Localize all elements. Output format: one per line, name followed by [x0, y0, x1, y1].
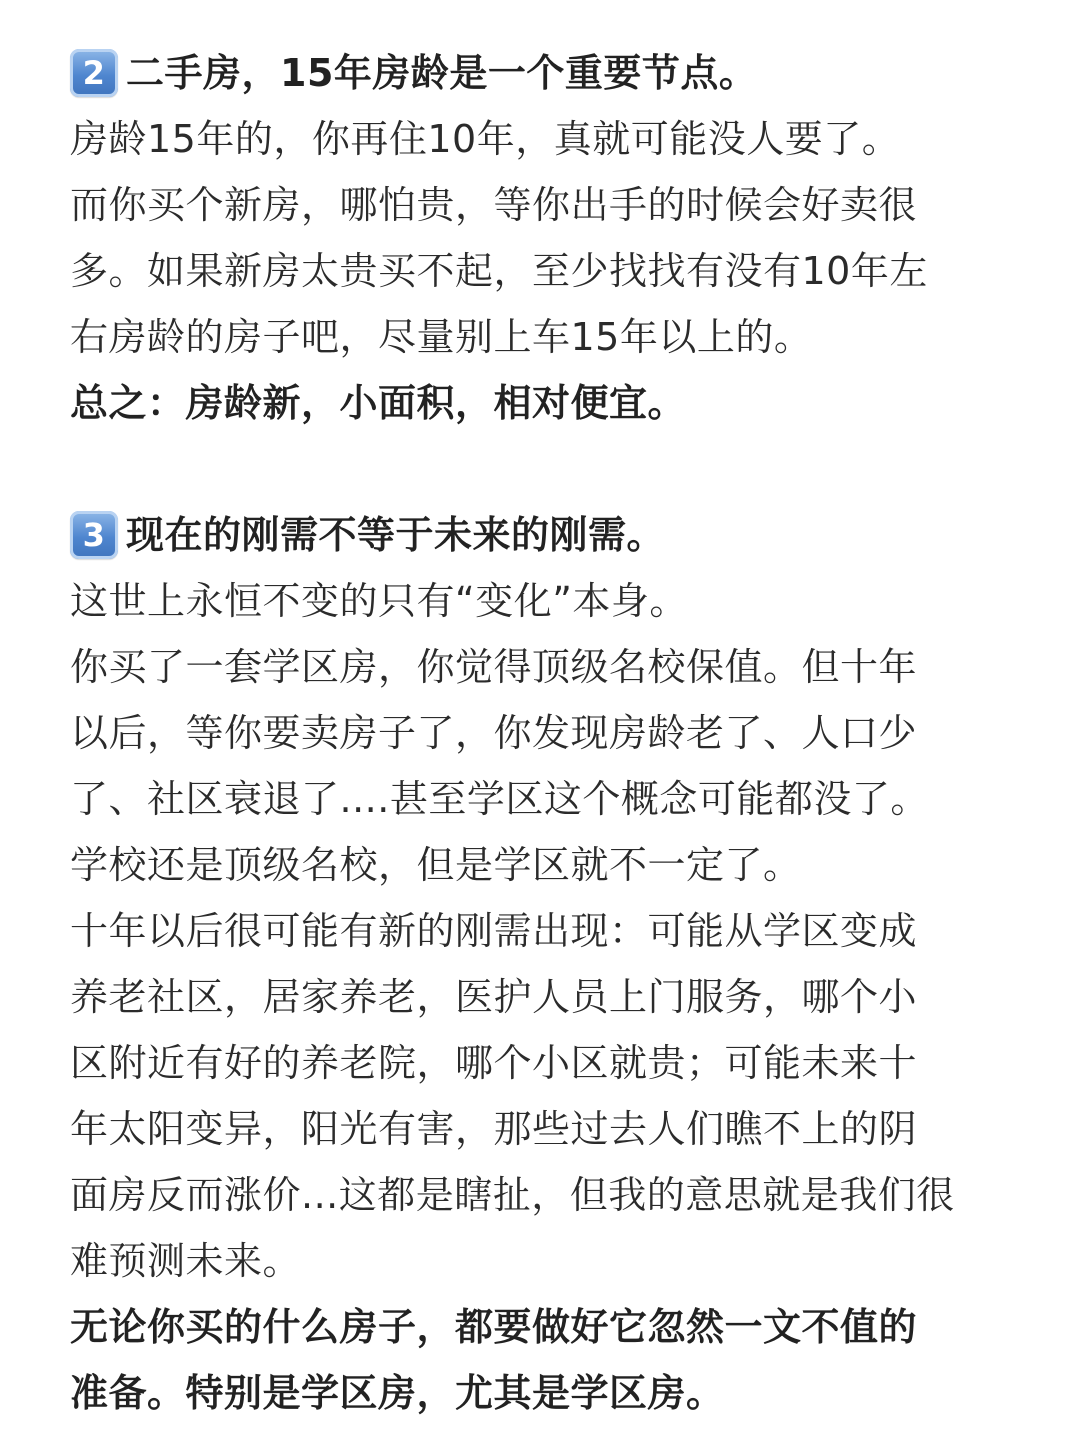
paragraph-line: 面房反而涨价...这都是瞎扯，但我的意思就是我们很 — [70, 1173, 955, 1217]
paragraph-line: 而你买个新房，哪怕贵，等你出手的时候会好卖很 — [70, 183, 918, 227]
section-2-heading — [70, 40, 1020, 106]
paragraph-line: 难预测未来。 — [70, 1239, 302, 1283]
article-body — [70, 40, 1020, 1426]
section-2-summary: 总之：房龄新，小面积，相对便宜。 — [70, 381, 687, 425]
section-3-conclusion-line: 无论你买的什么房子，都要做好它忽然一文不值的 — [70, 1305, 918, 1349]
paragraph-line: 以后，等你要卖房子了，你发现房龄老了、人口少 — [70, 711, 918, 755]
section-2-heading-text: 二手房，15年房龄是一个重要节点。 — [126, 51, 758, 95]
paragraph-line: 你买了一套学区房，你觉得顶级名校保值。但十年 — [70, 645, 918, 689]
paragraph-line: 养老社区，居家养老，医护人员上门服务，哪个小 — [70, 975, 918, 1019]
keycap-digit-2-icon: 2 — [70, 49, 118, 97]
paragraph-line: 这世上永恒不变的只有“变化”本身。 — [70, 579, 688, 623]
section-3-conclusion-line: 准备。特别是学区房，尤其是学区房。 — [70, 1371, 725, 1415]
paragraph-line: 右房龄的房子吧，尽量别上车15年以上的。 — [70, 315, 813, 359]
paragraph-line: 了、社区衰退了....甚至学区这个概念可能都没了。 — [70, 777, 929, 821]
section-spacer — [70, 436, 1020, 502]
section-3-heading — [70, 502, 1020, 568]
paragraph-line: 十年以后很可能有新的刚需出现：可能从学区变成 — [70, 909, 918, 953]
paragraph-line: 区附近有好的养老院，哪个小区就贵；可能未来十 — [70, 1041, 918, 1085]
paragraph-line: 房龄15年的，你再住10年，真就可能没人要了。 — [70, 117, 901, 161]
keycap-digit-3-icon: 3 — [70, 511, 118, 559]
paragraph-line: 学校还是顶级名校，但是学区就不一定了。 — [70, 843, 802, 887]
section-3-heading-text: 现在的刚需不等于未来的刚需。 — [126, 513, 666, 557]
paragraph-line: 多。如果新房太贵买不起，至少找找有没有10年左 — [70, 249, 928, 293]
paragraph-line: 年太阳变异，阳光有害，那些过去人们瞧不上的阴 — [70, 1107, 918, 1151]
